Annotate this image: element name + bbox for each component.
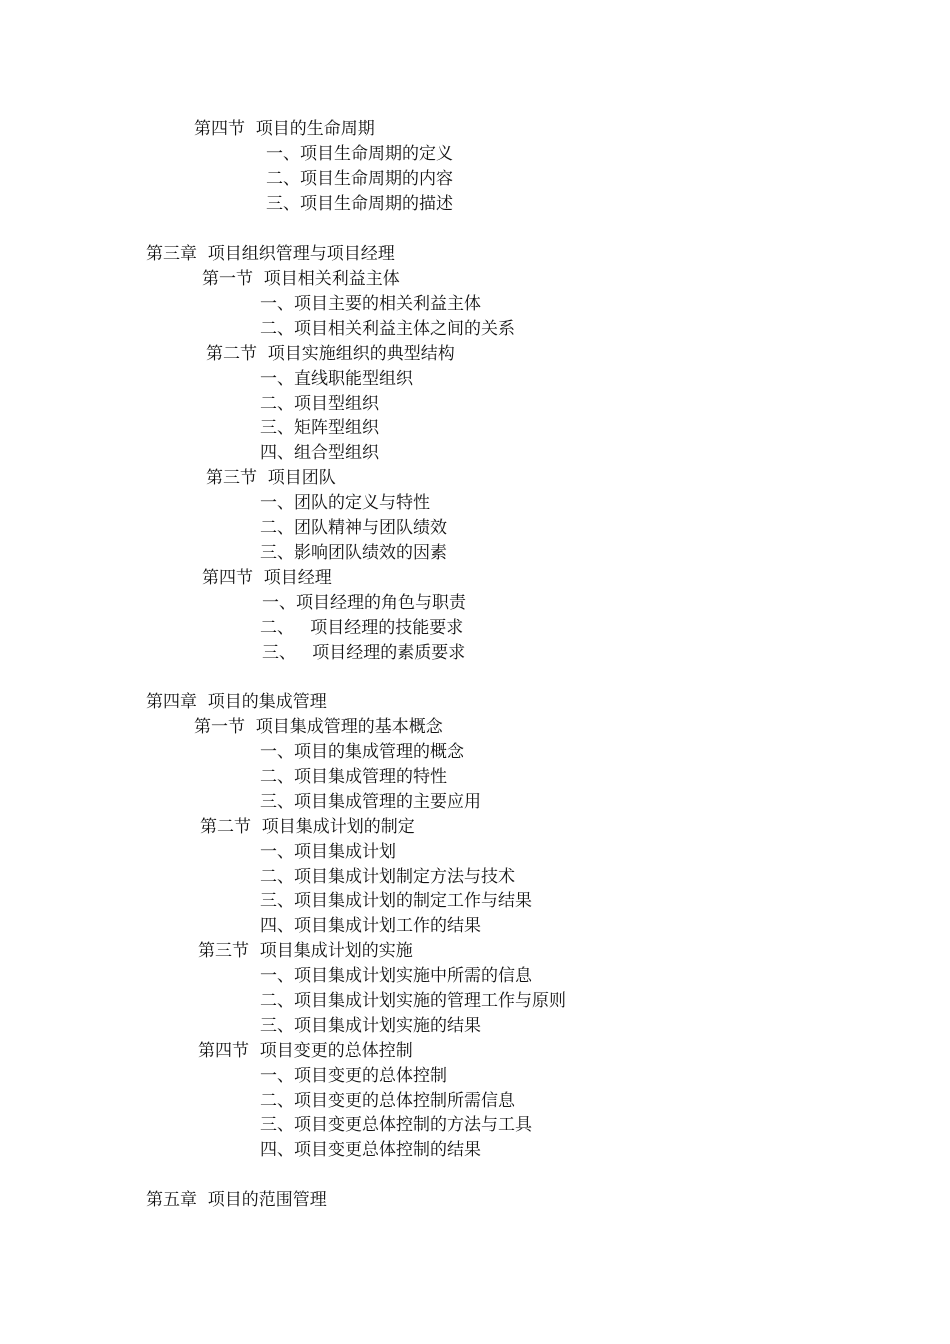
- toc-item: 一、项目变更的总体控制: [260, 1066, 447, 1086]
- toc-item: 二、项目集成计划制定方法与技术: [260, 867, 515, 887]
- toc-item: 一、项目生命周期的定义: [266, 144, 453, 164]
- toc-item: 二、项目集成管理的特性: [260, 767, 447, 787]
- toc-item: 二、项目集成计划实施的管理工作与原则: [260, 991, 566, 1011]
- section-heading: 第二节 项目集成计划的制定: [200, 817, 415, 837]
- toc-item: 三、项目集成管理的主要应用: [260, 792, 481, 812]
- toc-item: 四、项目集成计划工作的结果: [260, 916, 481, 936]
- toc-item: 二、项目型组织: [260, 394, 379, 414]
- toc-item: 一、直线职能型组织: [260, 369, 413, 389]
- toc-item: 二、项目变更的总体控制所需信息: [260, 1091, 515, 1111]
- section-heading: 第四节 项目的生命周期: [194, 119, 375, 139]
- toc-item: 四、项目变更总体控制的结果: [260, 1140, 481, 1160]
- section-heading: 第二节 项目实施组织的典型结构: [206, 344, 455, 364]
- section-heading: 第三节 项目集成计划的实施: [198, 941, 413, 961]
- chapter-heading: 第五章 项目的范围管理: [146, 1190, 327, 1210]
- section-heading: 第四节 项目变更的总体控制: [198, 1041, 413, 1061]
- section-heading: 第四节 项目经理: [202, 568, 332, 588]
- toc-item: 二、 项目经理的技能要求: [260, 618, 464, 638]
- chapter-heading: 第三章 项目组织管理与项目经理: [146, 244, 395, 264]
- toc-item: 三、矩阵型组织: [260, 418, 379, 438]
- section-heading: 第一节 项目集成管理的基本概念: [194, 717, 443, 737]
- toc-item: 一、项目主要的相关利益主体: [260, 294, 481, 314]
- toc-item: 一、项目集成计划: [260, 842, 396, 862]
- toc-item: 一、项目的集成管理的概念: [260, 742, 464, 762]
- section-heading: 第一节 项目相关利益主体: [202, 269, 400, 289]
- toc-item: 三、影响团队绩效的因素: [260, 543, 447, 563]
- toc-item: 一、项目经理的角色与职责: [262, 593, 466, 613]
- toc-item: 二、项目相关利益主体之间的关系: [260, 319, 515, 339]
- toc-item: 三、 项目经理的素质要求: [262, 643, 466, 663]
- toc-item: 三、项目生命周期的描述: [266, 194, 453, 214]
- toc-item: 三、项目集成计划实施的结果: [260, 1016, 481, 1036]
- toc-item: 四、组合型组织: [260, 443, 379, 463]
- section-heading: 第三节 项目团队: [206, 468, 336, 488]
- toc-item: 一、团队的定义与特性: [260, 493, 430, 513]
- toc-item: 一、项目集成计划实施中所需的信息: [260, 966, 532, 986]
- toc-item: 三、项目变更总体控制的方法与工具: [260, 1115, 532, 1135]
- toc-item: 二、项目生命周期的内容: [266, 169, 453, 189]
- toc-item: 三、项目集成计划的制定工作与结果: [260, 891, 532, 911]
- toc-item: 二、团队精神与团队绩效: [260, 518, 447, 538]
- chapter-heading: 第四章 项目的集成管理: [146, 692, 327, 712]
